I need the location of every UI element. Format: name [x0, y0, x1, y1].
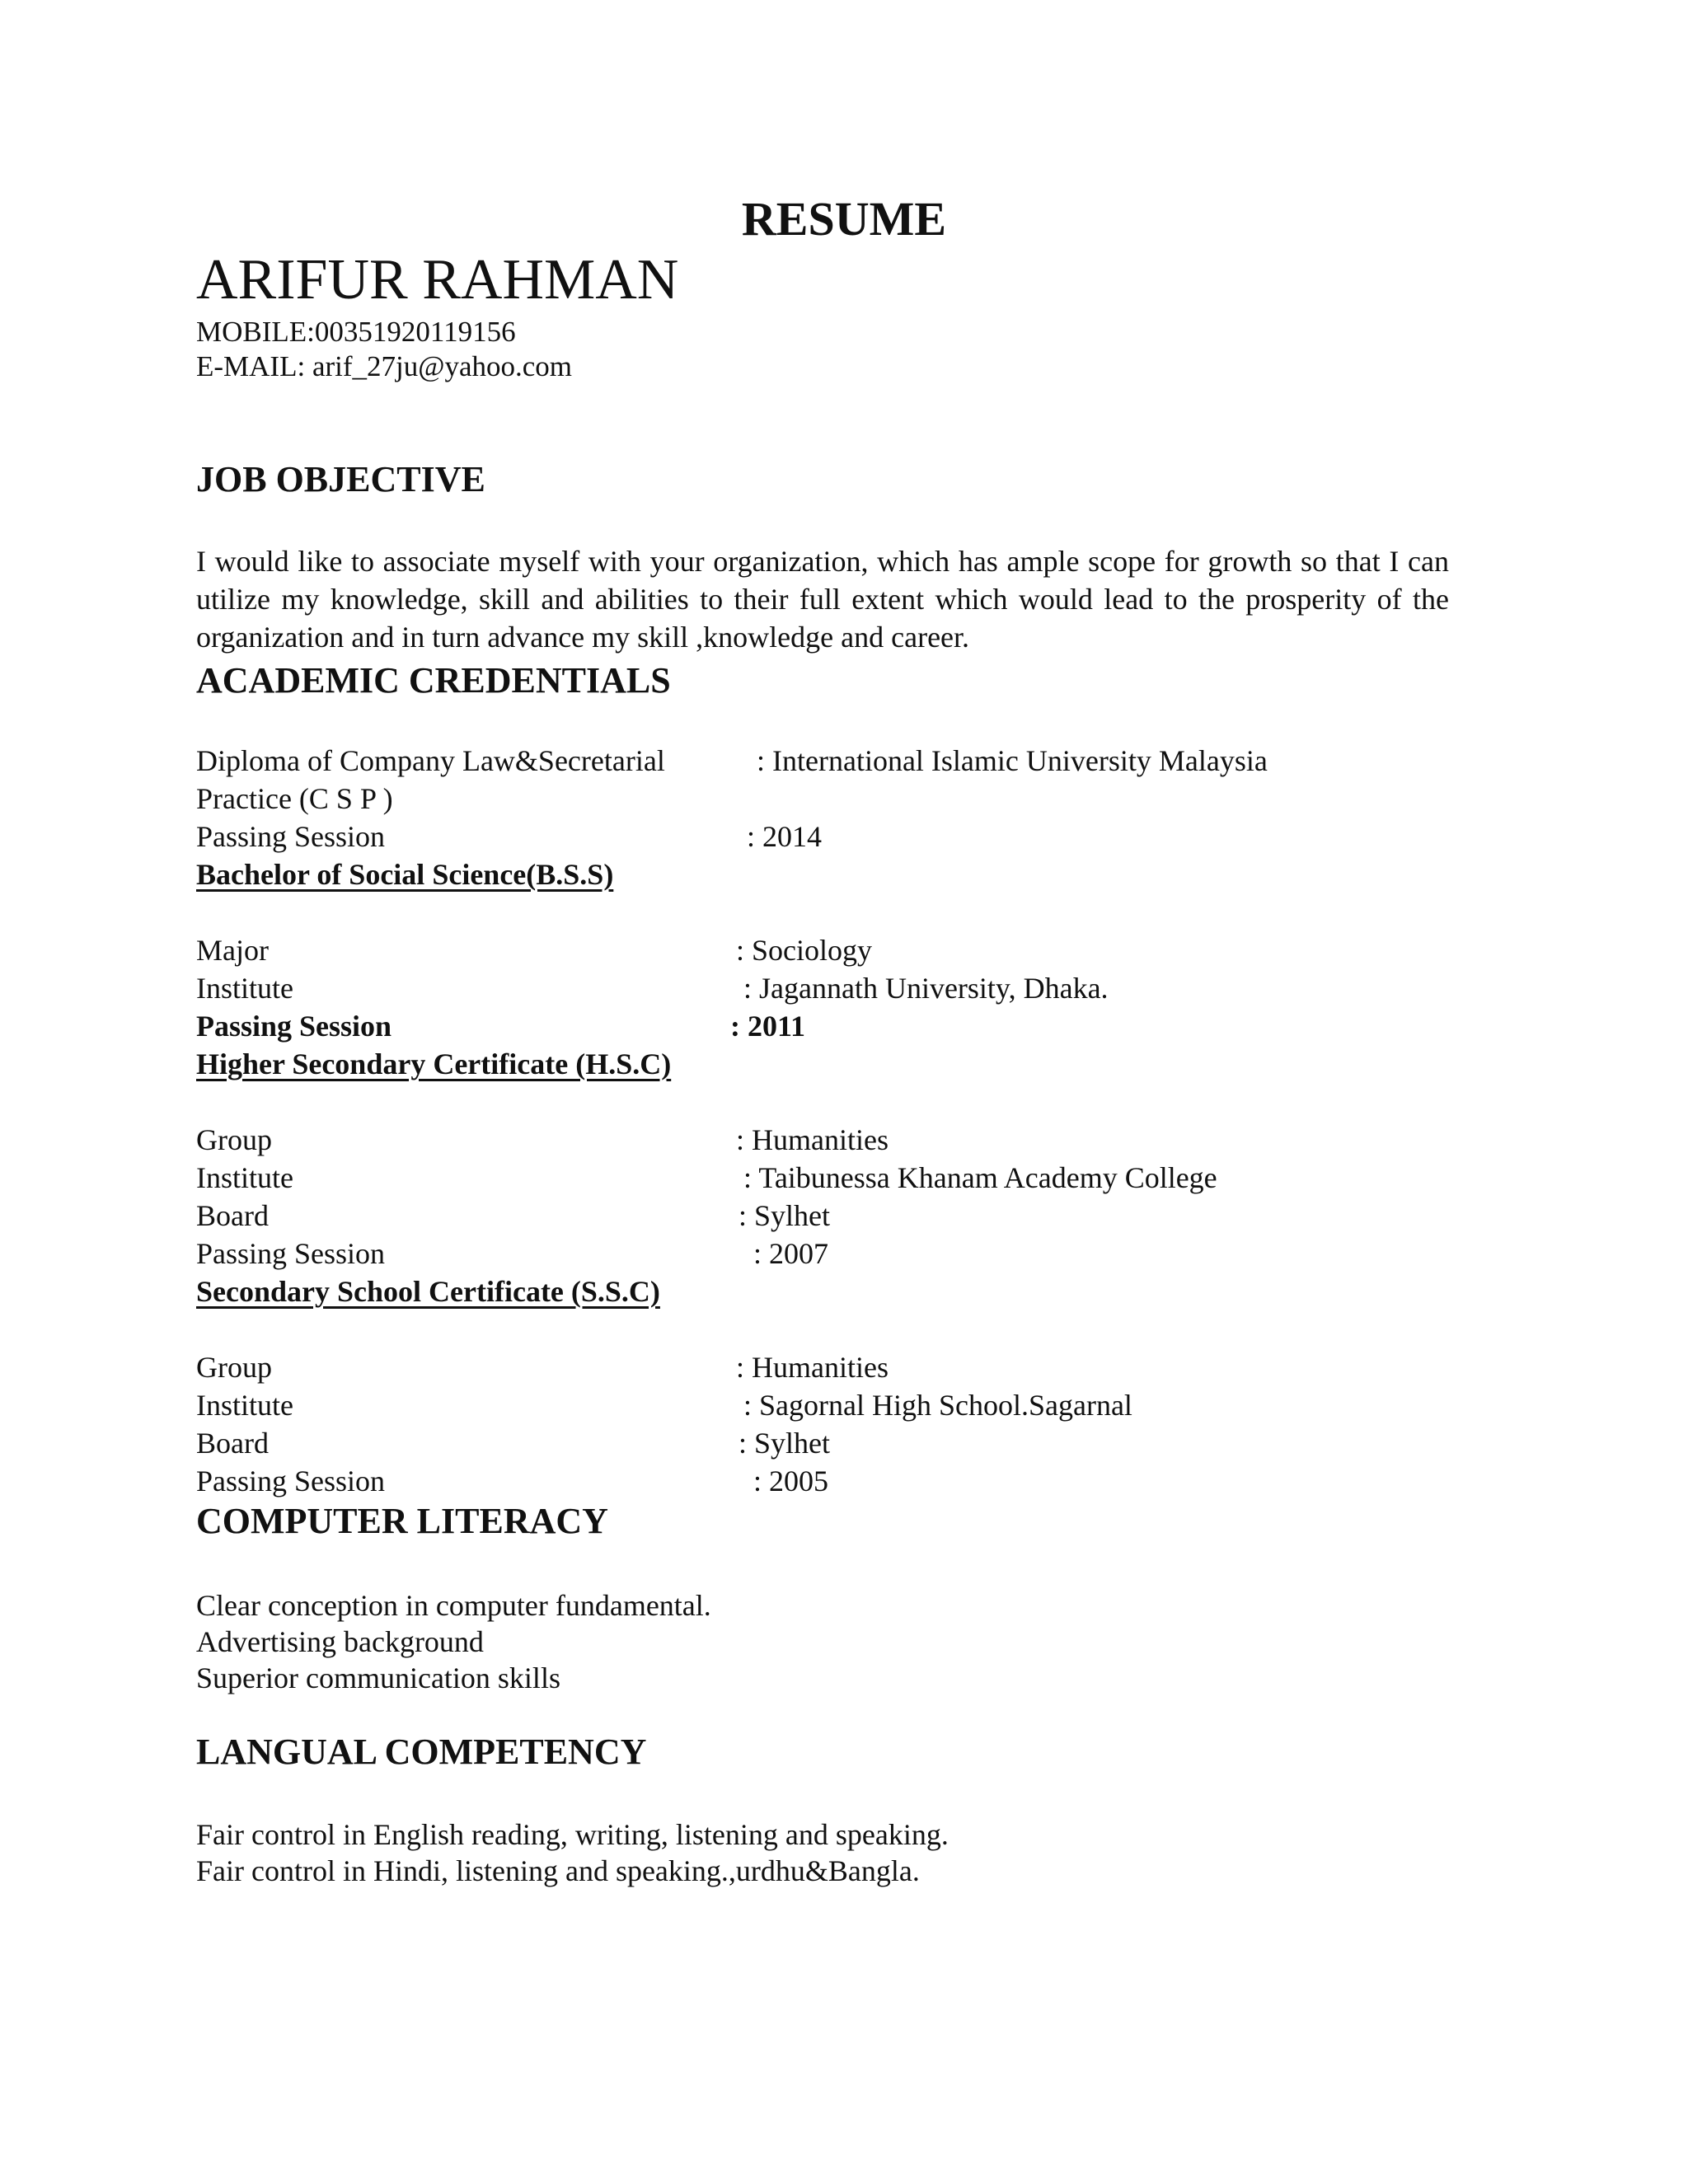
- computer-item: Advertising background: [196, 1625, 484, 1658]
- language-item: Fair control in English reading, writing, listening and speaking.: [196, 1818, 949, 1851]
- row-label: Passing Session: [196, 1465, 386, 1497]
- row-label: Group: [196, 1351, 272, 1384]
- row-label: Institute: [196, 972, 293, 1005]
- row-value: : Sylhet: [738, 1427, 831, 1460]
- bss-major-row: [196, 933, 873, 968]
- computer-item: Clear conception in computer fundamental.: [196, 1589, 711, 1622]
- row-label: Major: [196, 934, 269, 967]
- row-value: : 2011: [730, 1010, 806, 1043]
- row-label: Board: [196, 1427, 269, 1460]
- bss-institute-row: [196, 971, 1109, 1005]
- job-objective-text: I would like to associate myself with your organization, which has ample scope for growth so that I can utilize my knowledge, skill and abilities to their full extent which would lead to the prosperity of the organization and in turn advance my skill ,knowledge and career.: [196, 545, 1449, 654]
- row-label: Institute: [196, 1389, 293, 1422]
- row-label: Group: [196, 1123, 272, 1156]
- applicant-name: ARIFUR RAHMAN: [196, 248, 679, 312]
- ssc-title: Secondary School Certificate (S.S.C): [196, 1275, 660, 1308]
- row-value: : Jagannath University, Dhaka.: [743, 972, 1109, 1005]
- computer-item: Superior communication skills: [196, 1661, 560, 1694]
- diploma-label-continued: Practice (C S P ): [196, 782, 393, 815]
- diploma-row: [196, 743, 1268, 778]
- language-competency-heading: LANGUAL COMPETENCY: [196, 1732, 647, 1772]
- row-value: : Humanities: [736, 1351, 889, 1384]
- row-label: Board: [196, 1199, 269, 1232]
- diploma-institute: : International Islamic University Malaysia: [757, 744, 1268, 777]
- row-value: : Humanities: [736, 1123, 889, 1156]
- academic-credentials-heading: ACADEMIC CREDENTIALS: [196, 660, 671, 701]
- diploma-session-label: Passing Session: [196, 820, 386, 853]
- diploma-session-row: [196, 819, 823, 854]
- row-value: : Sociology: [736, 934, 873, 967]
- computer-literacy-heading: COMPUTER LITERACY: [196, 1501, 608, 1541]
- bss-title: Bachelor of Social Science(B.S.S): [196, 858, 614, 891]
- mobile-number: MOBILE:00351920119156: [196, 316, 516, 348]
- resume-title: RESUME: [741, 192, 947, 246]
- row-value: : 2005: [753, 1465, 829, 1497]
- email-address: E-MAIL: arif_27ju@yahoo.com: [196, 350, 573, 382]
- row-value: : Taibunessa Khanam Academy College: [743, 1161, 1217, 1194]
- row-label: Passing Session: [196, 1010, 392, 1043]
- hsc-institute-row: [196, 1160, 1217, 1195]
- row-value: : Sagornal High School.Sagarnal: [743, 1389, 1132, 1422]
- row-label: Passing Session: [196, 1237, 386, 1270]
- row-value: : 2007: [753, 1237, 829, 1270]
- ssc-institute-row: [196, 1388, 1132, 1422]
- ssc-session-row: [196, 1464, 829, 1498]
- hsc-session-row: [196, 1236, 829, 1271]
- ssc-group-row: [196, 1350, 889, 1385]
- language-item: Fair control in Hindi, listening and speaking.,urdhu&Bangla.: [196, 1854, 920, 1887]
- row-value: : Sylhet: [738, 1199, 831, 1232]
- hsc-title: Higher Secondary Certificate (H.S.C): [196, 1047, 672, 1080]
- ssc-board-row: [196, 1426, 831, 1460]
- diploma-label: Diploma of Company Law&Secretarial: [196, 744, 665, 777]
- job-objective-heading: JOB OBJECTIVE: [196, 459, 485, 499]
- hsc-group-row: [196, 1122, 889, 1157]
- row-label: Institute: [196, 1161, 293, 1194]
- bss-session-row: [196, 1009, 806, 1043]
- hsc-board-row: [196, 1198, 831, 1233]
- diploma-session-value: : 2014: [747, 820, 823, 853]
